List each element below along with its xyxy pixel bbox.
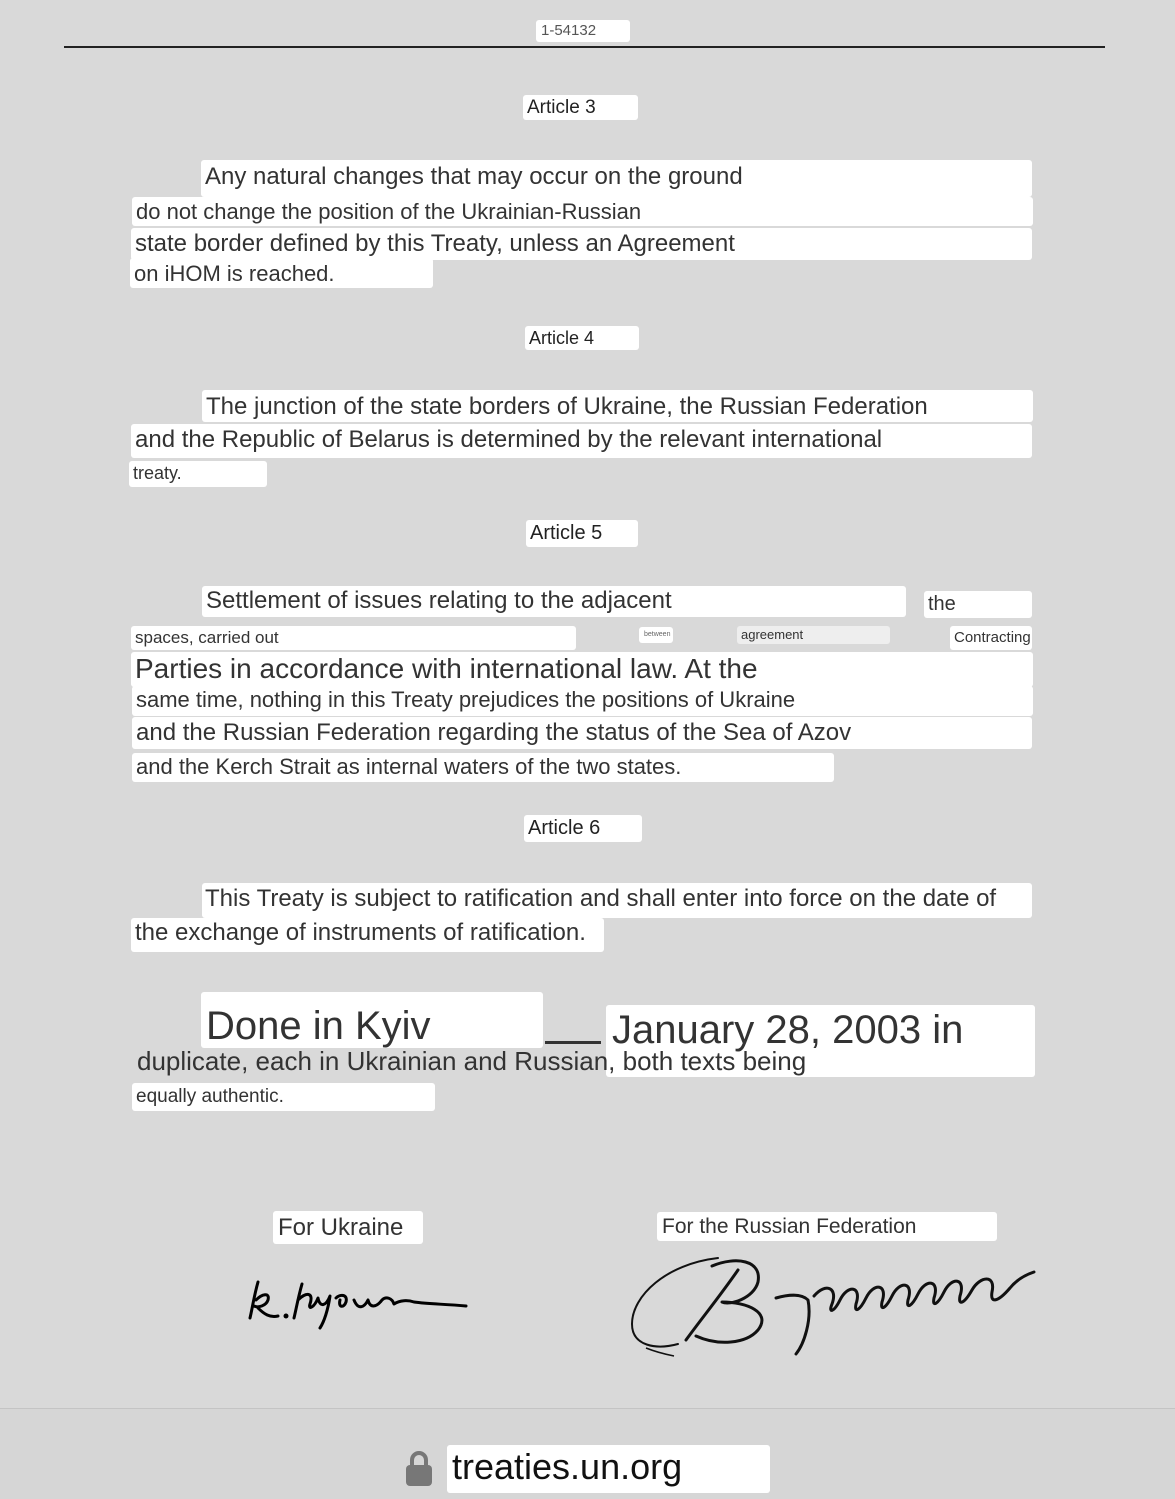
article-5-word-agreement: agreement	[737, 626, 890, 644]
article-6-line-2: the exchange of instruments of ratification.	[131, 918, 604, 952]
article-4-line-3: treaty.	[129, 461, 267, 487]
header-rule	[64, 46, 1105, 48]
article-5-line-3: Parties in accordance with international law. At the	[131, 652, 1033, 687]
article-3-line-3: state border defined by this Treaty, unless an Agreement	[131, 228, 1032, 260]
article-5-heading: Article 5	[526, 520, 638, 547]
article-3-line-1: Any natural changes that may occur on the ground	[201, 160, 1032, 197]
article-5-line-6: and the Kerch Strait as internal waters of the two states.	[132, 753, 834, 782]
lock-icon	[405, 1450, 433, 1486]
article-5-word-the: the	[924, 591, 1032, 618]
closing-line-3: equally authentic.	[132, 1083, 435, 1111]
url-text[interactable]: treaties.un.org	[447, 1445, 770, 1493]
article-5-line-5: and the Russian Federation regarding the status of the Sea of Azov	[132, 717, 1032, 749]
article-4-heading: Article 4	[525, 326, 639, 350]
article-3-line-4: on iHOM is reached.	[130, 258, 433, 288]
article-5-word-contracting: Contracting	[950, 626, 1032, 650]
article-3-heading: Article 3	[523, 95, 638, 120]
closing-date: January 28, 2003 in	[606, 1005, 1035, 1077]
closing-place: Done in Kyiv	[201, 992, 543, 1048]
article-4-line-2: and the Republic of Belarus is determined by the relevant international	[131, 424, 1032, 458]
signature-russia	[626, 1248, 1040, 1363]
closing-line-2: duplicate, each in Ukrainian and Russian, both texts being	[137, 1046, 807, 1076]
article-5-line-4: same time, nothing in this Treaty prejudices the positions of Ukraine	[132, 686, 1033, 716]
article-5-line-2: spaces, carried out	[131, 626, 576, 650]
article-5-line-1: Settlement of issues relating to the adjacent	[202, 586, 906, 617]
article-3-line-2: do not change the position of the Ukrainian-Russian	[132, 197, 1033, 226]
article-4-line-1: The junction of the state borders of Ukraine, the Russian Federation	[202, 390, 1033, 422]
closing-blank-line	[545, 1041, 601, 1044]
signatory-ukraine-label: For Ukraine	[273, 1211, 423, 1244]
article-6-line-1: This Treaty is subject to ratification and shall enter into force on the date of	[202, 883, 1032, 918]
signature-ukraine	[244, 1270, 476, 1330]
article-6-heading: Article 6	[524, 815, 642, 842]
document-number: 1-54132	[536, 20, 630, 42]
signatory-russia-label: For the Russian Federation	[657, 1212, 997, 1241]
article-5-word-between: between	[639, 627, 673, 643]
